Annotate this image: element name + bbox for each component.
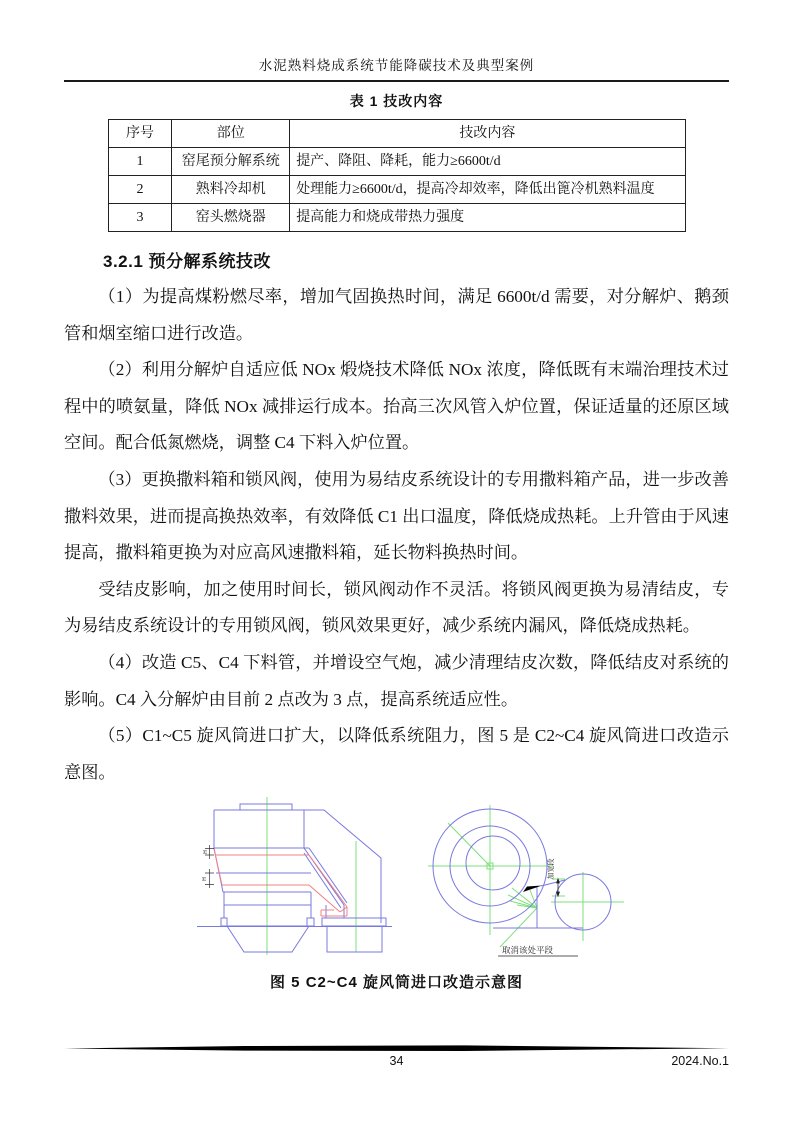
col-header-content: 技改内容 bbox=[290, 120, 685, 148]
body-paragraph: （3）更换撒料箱和锁风阀，使用为易结皮系统设计的专用撒料箱产品，进一步改善撒料效果，进而提高换热效率，有效降低 C1 出口温度，降低烧成热耗。上升管由于风速提高，撒料箱更换为对应高风速撒料箱，延长物料换热时间。 bbox=[64, 469, 729, 563]
figure-block bbox=[64, 795, 729, 992]
footer-row bbox=[64, 1054, 729, 1068]
page-number: 34 bbox=[389, 1054, 404, 1068]
table-caption: 表 1 技改内容 bbox=[349, 93, 444, 109]
body-paragraph: 受结皮影响，加之使用时间长，锁风阀动作不灵活。将锁风阀更换为易清结皮，专为易结皮系统设计的专用锁风阀，锁风效果更好，减少系统内漏风，降低烧成热耗。 bbox=[64, 579, 729, 636]
table-cell: 2 bbox=[108, 176, 172, 204]
table-cell: 窑尾预分解系统 bbox=[172, 148, 290, 176]
table-cell: 窑头燃烧器 bbox=[172, 204, 290, 232]
body-paragraph: （1）为提高煤粉燃尽率，增加气固换热时间，满足 6600t/d 需要，对分解炉、鹅颈管和烟室缩口进行改造。 bbox=[64, 287, 729, 343]
annotation-remove-flat: 取消该处平段 bbox=[501, 946, 553, 957]
dimension-label-h1: H bbox=[202, 850, 209, 855]
issue-label: 2024.No.1 bbox=[671, 1054, 729, 1068]
modification-table bbox=[108, 119, 686, 232]
dimension-label-h2: H bbox=[201, 877, 208, 882]
cyclone-top-view-drawing bbox=[420, 795, 650, 965]
table-row bbox=[108, 148, 685, 176]
journal-title: 水泥熟料烧成系统节能降碳技术及典型案例 bbox=[258, 58, 535, 73]
body-paragraph: （2）利用分解炉自适应低 NOx 煅烧技术降低 NOx 浓度，降低既有末端治理技术过程中的喷氨量，降低 NOx 减排运行成本。抬高三次风管入炉位置，保证适量的还原区域空间。配合低氮燃烧，调整 C4 下料入炉位置。 bbox=[64, 360, 729, 453]
footer-rule bbox=[64, 1045, 729, 1052]
widened-section-wedge bbox=[523, 886, 542, 893]
figure-drawings bbox=[64, 795, 729, 965]
cyclone-side-view-drawing bbox=[174, 795, 394, 965]
figure-caption: 图 5 C2~C4 旋风筒进口改造示意图 bbox=[270, 974, 523, 992]
page-header bbox=[64, 0, 729, 82]
table-row bbox=[108, 176, 685, 204]
col-header-part: 部位 bbox=[172, 120, 290, 148]
section-heading: 3.2.1 预分解系统技改 bbox=[103, 252, 272, 271]
body-text bbox=[64, 279, 729, 791]
table-cell: 处理能力≥6600t/d，提高冷却效率，降低出篦冷机熟料温度 bbox=[290, 176, 685, 204]
table-row bbox=[108, 204, 685, 232]
table-cell: 3 bbox=[108, 204, 172, 232]
page-footer bbox=[64, 1045, 729, 1068]
body-paragraph: （4）改造 C5、C4 下料管，并增设空气炮，减少清理结皮次数，降低结皮对系统的影响。C4 入分解炉由目前 2 点改为 3 点，提高系统适应性。 bbox=[64, 652, 729, 709]
body-paragraph: （5）C1~C5 旋风筒进口扩大，以降低系统阻力，图 5 是 C2~C4 旋风筒进口改造示意图。 bbox=[64, 726, 729, 782]
table-cell: 提高能力和烧成带热力强度 bbox=[290, 204, 685, 232]
table-header-row bbox=[108, 120, 685, 148]
annotation-widened-section: 加宽段 bbox=[546, 858, 555, 880]
table-cell: 熟料冷却机 bbox=[172, 176, 290, 204]
col-header-index: 序号 bbox=[108, 120, 172, 148]
table-cell: 提产、降阻、降耗，能力≥6600t/d bbox=[290, 148, 685, 176]
table-cell: 1 bbox=[108, 148, 172, 176]
